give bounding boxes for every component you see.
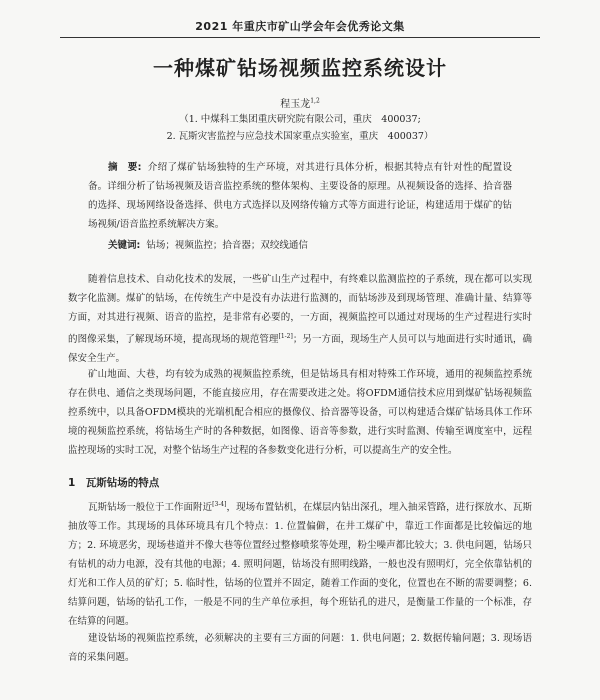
article-title: 一种煤矿钻场视频监控系统设计 (153, 56, 447, 80)
citation-ref: [1-2] (278, 333, 293, 340)
running-header: 2021 年重庆市矿山学会年会优秀论文集 (195, 20, 405, 33)
paragraph-intro-1 (68, 270, 532, 368)
keywords-label: 关键词: (108, 240, 141, 251)
affiliation-2: 2. 瓦斯灾害监控与应急技术国家重点实验室，重庆 400037） (166, 131, 434, 142)
paragraph-text: ；另一方面，现场生产人员可以与地面进行实时通讯，确保安全生产。 (68, 334, 532, 365)
section-heading-1: 1 瓦斯钻场的特点 (68, 477, 160, 489)
paragraph-text: ，现场布置钻机，在煤层内钻出深孔，埋入抽采管路，进行探放水、瓦斯抽放等工作。其现场的具体环境具有几个特点：1. 位置偏僻，在井工煤矿中，靠近工作面都是比较偏远的地方；2. 环境恶劣，现场巷道并不像大巷等位置经过整修喷浆等处理，粉尘噪声都比较大；3. 供电问题，钻场只有钻机的动力电源，没有其他的电源；4. 照明问题，钻场没有照明线路，一般也没有照明灯，完全依靠钻机的灯光和工作人员的矿灯；5. 临时性，钻场的位置并不固定，随着工作面的变化，位置也在不断的需要调整；6. 结算问题，钻场的钻孔工作，一般是不同的生产单位承担，每个班钻孔的进尺，是衡量工作量的一个标准，存在结算的问题。 (68, 502, 532, 628)
keywords (108, 237, 512, 251)
author-name: 程玉龙 (280, 99, 311, 110)
author-line (0, 95, 600, 110)
paragraph-text: 瓦斯钻场一般位于工作面附近 (88, 502, 213, 514)
header-rule (60, 37, 540, 38)
paragraph-section-1-b: 建设钻场的视频监控系统，必须解决的主要有三方面的问题：1. 供电问题；2. 数据传输问题；3. 现场语音的采集问题。 (68, 633, 532, 663)
abstract-label: 摘 要: (108, 162, 142, 173)
abstract-text: 介绍了煤矿钻场独特的生产环境，对其进行具体分析，根据其特点有针对性的配置设备。详细分析了钻场视频及语音监控系统的整体架构、主要设备的原理。从视频设备的选择、拾音器的选择、现场网络设备选择、供电方式选择以及网络传输方式等方面进行论证，构建适用于煤矿的钻场视频/语音监控系统解决方案。 (88, 162, 512, 230)
citation-ref: [3-4] (212, 501, 227, 508)
paragraph-section-1 (68, 495, 532, 631)
paragraph-intro-2: 矿山地面、大巷，均有较为成熟的视频监控系统，但是钻场具有相对特殊工作环境，通用的视频监控系统存在供电、通信之类现场问题，不能直接应用，存在需要改进之处。将OFDM通信技术应用到煤矿钻场视频监控系统中，以具备OFDM模块的光端机配合相应的摄像仪、拾音器等设备，可以构建适合煤矿钻场具体工作环境的视频监控系统，将钻场生产时的各种数据，如图像、语音等参数，进行实时监测、传输至调度室中，远程监控现场的实时工况，对整个钻场生产过程的各参数变化进行分析，可以提高生产的安全性。 (68, 369, 532, 456)
paragraph-text: 随着信息技术、自动化技术的发展，一些矿山生产过程中，有终难以监测监控的子系统，现在都可以实现数字化监测。煤矿的钻场，在传统生产中是没有办法进行监测的，而钻场涉及到现场管理、准确计量、结算等方面，对其进行视频、语音的监控，是非常有必要的，一方面，视频监控可以通过对现场的生产过程进行实时的图像采集，了解现场环境，提高现场的规范管理 (68, 274, 532, 346)
keywords-text: 钻场；视频监控；拾音器；双绞线通信 (146, 240, 308, 251)
author-affiliation-marker: 1,2 (310, 97, 320, 105)
affiliation-1: （1. 中煤科工集团重庆研究院有限公司，重庆 400037; (179, 114, 421, 125)
abstract (88, 158, 512, 234)
